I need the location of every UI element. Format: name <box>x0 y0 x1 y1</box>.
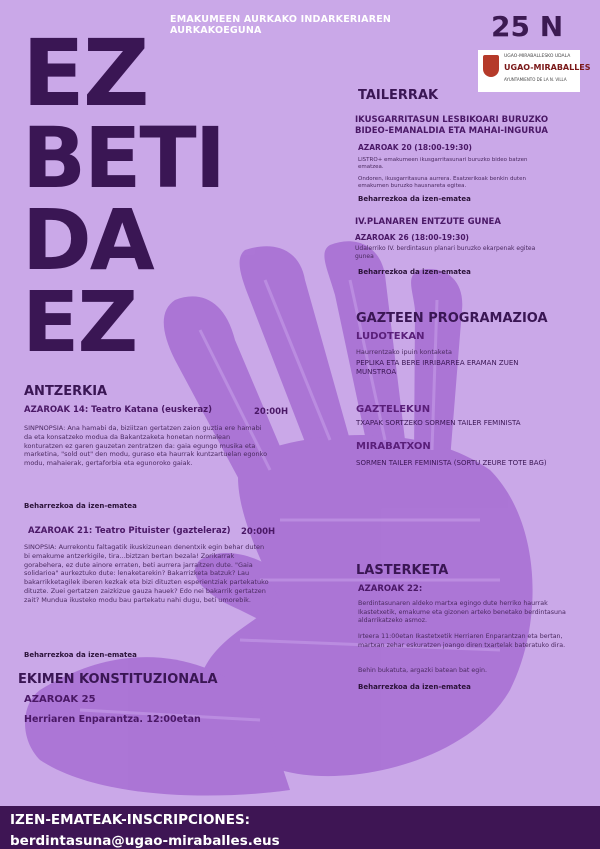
gaztelekun-title: GAZTELEKUN <box>356 404 431 415</box>
konstituzionala-heading: EKIMEN KONSTITUZIONALA <box>18 672 218 687</box>
tailerrak-item1-desc2: Ondoren, ikusgarritasuna aurrera. Esatzerikoak benkin duten emakumen buruzko hausnareta egitea. <box>358 176 526 190</box>
antzerkia-heading: ANTZERKIA <box>24 384 108 399</box>
antzerkia-event1-required: Beharrezkoa da izen-ematea <box>24 502 137 510</box>
ludotekan-title: LUDOTEKAN <box>356 331 425 342</box>
tailerrak-item2-date: AZAROAK 26 (18:00-19:30) <box>355 233 469 242</box>
coat-of-arms-icon <box>483 55 499 77</box>
slogan-line2: BETI <box>22 109 224 207</box>
ludotekan-item: PEPLIKA ETA BERE IRRIBARREA ERAMAN ZUEN MUNSTROA <box>356 359 519 377</box>
tailerrak-item2-title: IV.PLANAREN ENTZUTE GUNEA <box>355 217 501 227</box>
konstituzionala-place: Herriaren Enparantza. 12:00etan <box>24 714 201 725</box>
antzerkia-event2-title: AZAROAK 21: Teatro Pituister (gazteleraz) <box>28 526 231 536</box>
footer-bar <box>0 806 600 849</box>
tailerrak-heading: TAILERRAK <box>358 88 439 103</box>
antzerkia-event1-title: AZAROAK 14: Teatro Katana (euskeraz) <box>24 405 212 415</box>
lasterketa-desc1: Berdintasunaren aldeko martxa egingo dute herriko haurrak Ikastetxetik, emakume eta gizonen arteko benetako berdintasuna aldarrikatzeko asmoz. <box>358 600 566 624</box>
footer-registration-text[interactable]: IZEN-EMATEAK-INSCRIPCIONES: berdintasuna@ugao-miraballes.eus <box>10 812 280 849</box>
mirabatxon-item: SORMEN TAILER FEMINISTA (SORTU ZEURE TOTE BAG) <box>356 459 547 467</box>
municipality-logo <box>478 50 591 92</box>
antzerkia-event2-time: 20:00H <box>241 527 276 537</box>
tailerrak-item2-required: Beharrezkoa da izen-ematea <box>358 268 471 276</box>
lasterketa-desc2: Irteera 11:00etan Ikastetxetik Herriaren Enparantzan eta bertan, martxan zehar eskuratzen joango diren txartelak bateratuko dira. <box>358 633 566 649</box>
lasterketa-required: Beharrezkoa da izen-ematea <box>358 683 471 691</box>
tailerrak-item2-desc: Udalerriko IV. berdintasun planari buruzko ekarpenak egitea gunea <box>355 245 536 261</box>
mirabatxon-title: MIRABATXON <box>356 441 431 452</box>
antzerkia-event2-synopsis: SINOPSIA: Aurrekontu faltagatik ikuskizunean denentxik egin behar duten bi emakume antzerkigile, tira...biztzan bertan bezala! Zorikarrak gorabehera, ez dute ainore erraten, beti aurrera jarraitzen dute. "Gaia solidarioa" aurkeztuko dute: lenaketarekin? Bakarrizketa batzuk? Lau bakarrikketagilek iberen kezkak eta bizi dituzten esperientziak partekatuko dituzte. Zuei gertatzen zaizkizue gauza hauek? Edo nei bakarrik gertatzen zait? Mundua ikusteko modu bau partekatu nahi dugu, beti umorebik. <box>24 543 269 604</box>
slogan-line1: EZ <box>22 20 148 127</box>
antzerkia-event2-required: Beharrezkoa da izen-ematea <box>24 651 137 659</box>
header-title: EMAKUMEEN AURKAKO INDARKERIAREN AURKAKOEGUNA <box>170 14 392 36</box>
lasterketa-date: AZAROAK 22: <box>358 584 423 594</box>
tailerrak-item1-title: IKUSGARRITASUN LESBIKOARI BURUZKO BIDEO-EMANALDIA ETA MAHAI-INGURUA <box>355 115 549 137</box>
lasterketa-heading: LASTERKETA <box>356 563 449 578</box>
antzerkia-event1-synopsis: SINPNOPSIA: Ana hamabi da, biziitzan gertatzen zaion guztia ere hamabi da eta konsatzeko modua da Bakantzaketa honetan normalean konturatzen ez garen gauzetan zentratzen da: gaia egungo musika eta marketina, "sold out" den modu, guraso eta haurrak kuntzartuelan egonko modu, mahaierak, gertaforbia eta egunoroko gaiak. <box>24 424 268 468</box>
slogan-line3: DA <box>22 191 153 289</box>
tailerrak-item1-date: AZAROAK 20 (18:00-19:30) <box>358 143 472 152</box>
lasterketa-desc3: Behin bukatuta, argazki batean bat egin. <box>358 667 487 674</box>
konstituzionala-date: AZAROAK 25 <box>24 694 96 705</box>
ludotekan-desc: Haurrentzako ipuin kontaketa <box>356 348 452 356</box>
gaztelekun-item: TXAPAK SORTZEKO SORMEN TAILER FEMINISTA <box>356 419 521 427</box>
logo-line2: UGAO-MIRABALLES <box>504 63 591 72</box>
logo-line3: AYUNTAMIENTO DE LA N. VILLA <box>504 77 567 82</box>
gazteen-heading: GAZTEEN PROGRAMAZIOA <box>356 311 548 326</box>
tailerrak-item1-desc1: LISTRO+ emakumeen ikusgarritasunari buruzko bideo batzen ematzea. <box>358 157 528 171</box>
slogan-line4: EZ <box>22 273 137 371</box>
tailerrak-item1-required: Beharrezkoa da izen-ematea <box>358 195 471 203</box>
antzerkia-event1-time: 20:00H <box>254 407 289 417</box>
header-date: 25 N <box>491 10 564 43</box>
logo-line1: UGAO-MIRABALLESKO UDALA <box>504 54 571 59</box>
